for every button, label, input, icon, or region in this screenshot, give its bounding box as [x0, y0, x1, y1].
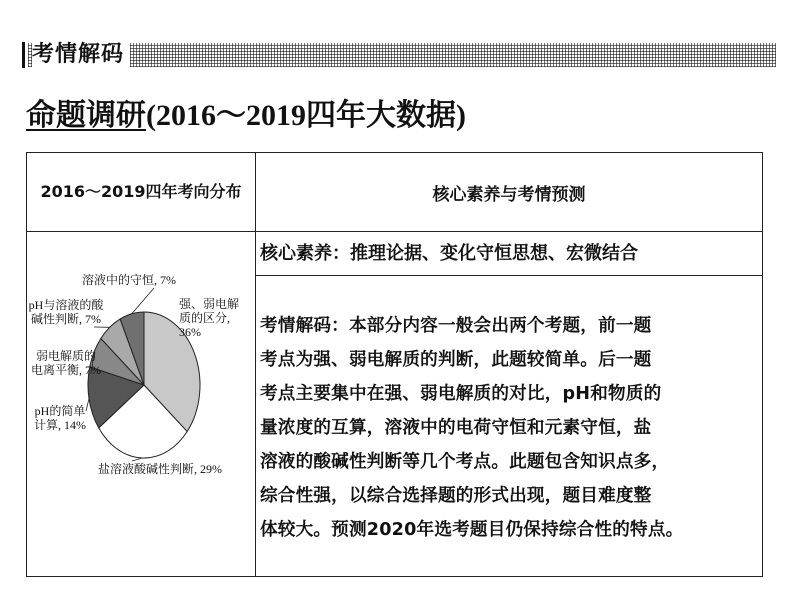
pie-slice-label: 溶液中的守恒, 7%	[82, 273, 176, 287]
pie-slice-label: 弱电解质的电离平衡, 7%	[31, 349, 101, 377]
pie-leader-line	[132, 458, 142, 461]
analysis-line: 体较大。预测2020年选考题目仍保持综合性的特点。	[260, 520, 684, 540]
pie-leader-line	[132, 288, 154, 314]
heading-rest: (2016～2019四年大数据)	[146, 99, 466, 132]
analysis-line: 量浓度的互算，溶液中的电荷守恒和元素守恒，盐	[260, 418, 652, 438]
heading-lead: 命题调研	[26, 98, 146, 133]
analysis-text	[260, 309, 756, 547]
analysis-line: 考情解码：本部分内容一般会出两个考题，前一题	[260, 316, 652, 336]
topic-distribution-pie-chart	[14, 262, 244, 492]
header-literacy-forecast: 核心素养与考情预测	[432, 184, 586, 205]
banner-left-bar	[22, 42, 25, 68]
core-literacy-text: 核心素养：推理论据、变化守恒思想、宏微结合	[260, 243, 638, 264]
analysis-line: 考点为强、弱电解质的判断，此题较简单。后一题	[260, 350, 652, 370]
pie-slice-label: 盐溶液酸碱性判断, 29%	[98, 462, 222, 476]
banner-title: 考情解码	[32, 40, 130, 70]
pie-leader-line	[86, 399, 89, 411]
pie-slice-label: pH与溶液的酸碱性判断, 7%	[28, 298, 104, 326]
table-core-divider	[255, 275, 762, 276]
table-header-divider	[27, 231, 762, 232]
pie-slice-label: pH的简单计算, 14%	[34, 404, 86, 432]
page-heading	[26, 96, 466, 136]
analysis-line: 溶液的酸碱性判断等几个考点。此题包含知识点多，	[260, 452, 670, 472]
header-distribution: 2016～2019四年考向分布	[40, 182, 242, 201]
analysis-line: 考点主要集中在强、弱电解质的对比，pH和物质的	[260, 384, 662, 404]
pie-slice-label: 强、弱电解质的区分, 36%	[179, 297, 240, 339]
analysis-line: 综合性强，以综合选择题的形式出现，题目难度整	[260, 486, 652, 506]
section-banner	[22, 40, 776, 70]
banner-hatch-pattern	[28, 43, 776, 67]
